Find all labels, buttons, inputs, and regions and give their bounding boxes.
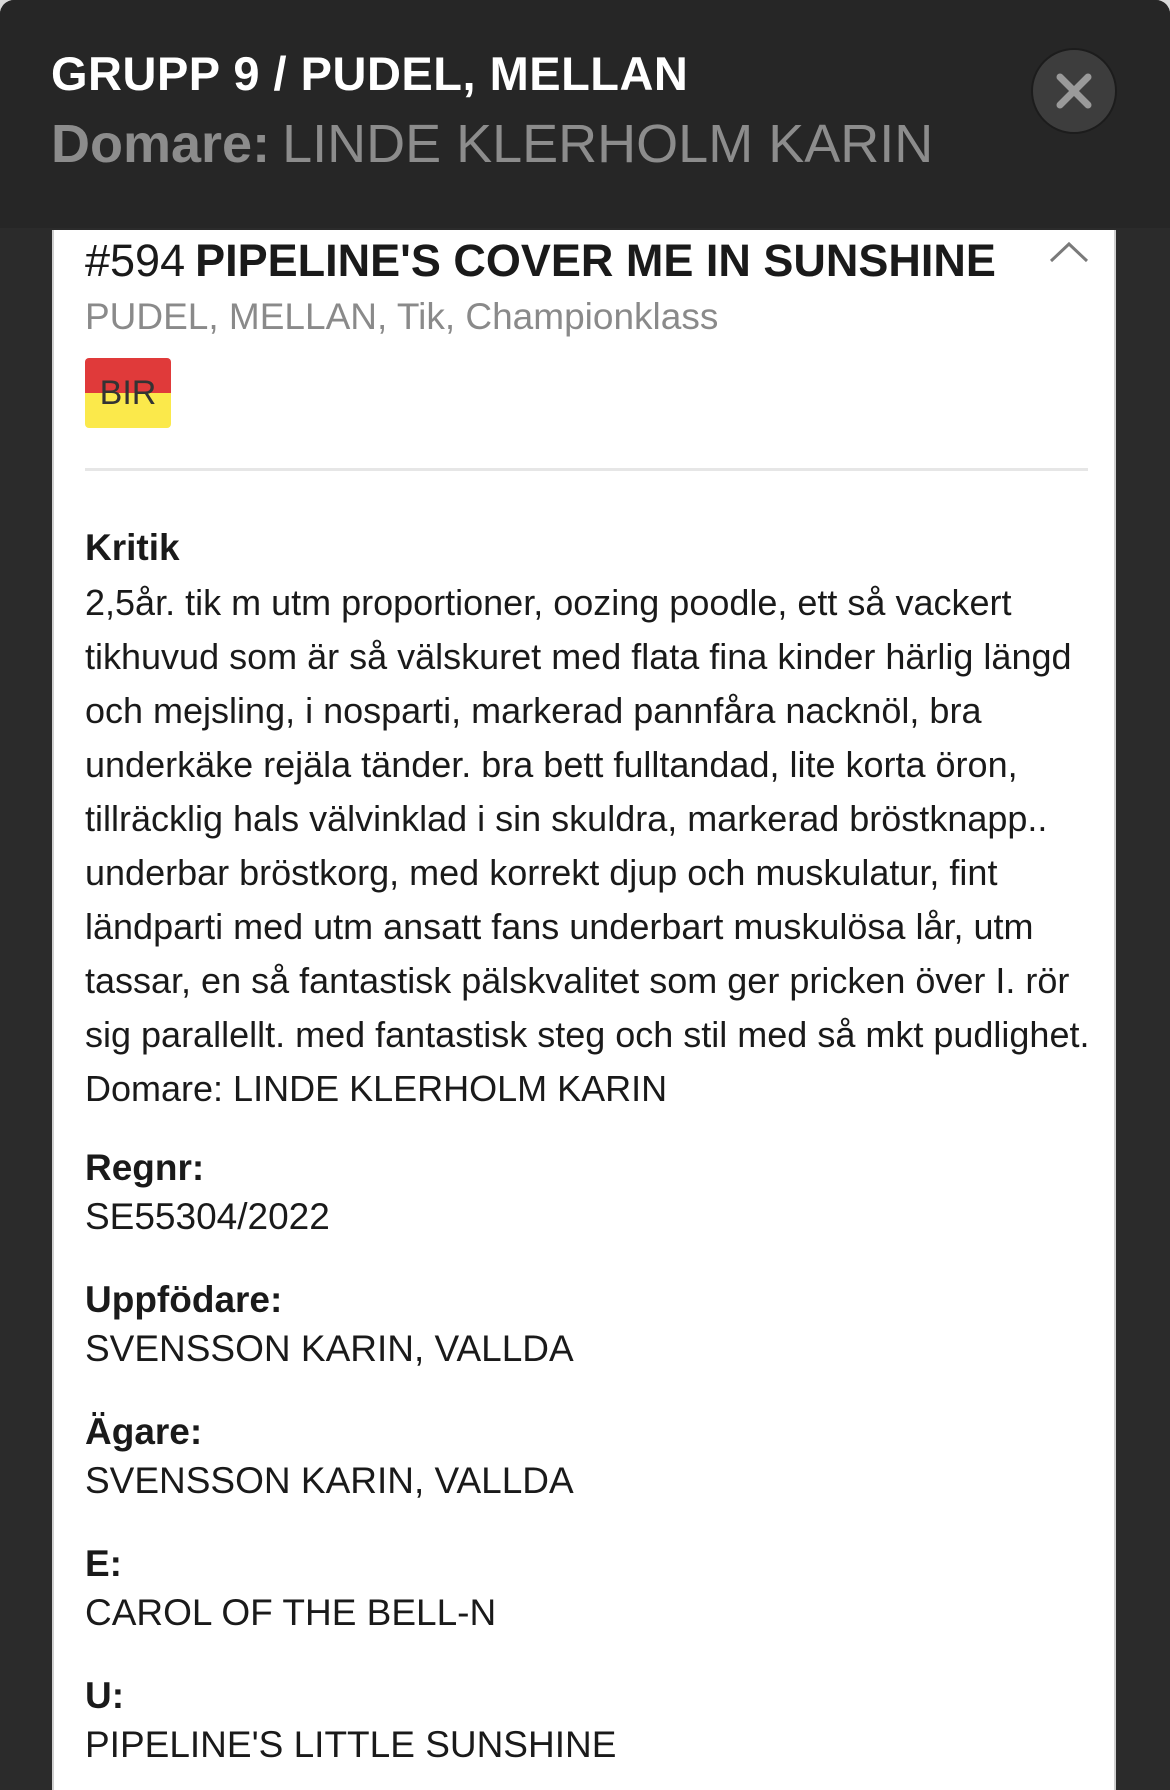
owner-label: Ägare: bbox=[85, 1411, 203, 1452]
group-title: GRUPP 9 / PUDEL, MELLAN bbox=[51, 47, 689, 100]
sire-label: E: bbox=[85, 1543, 122, 1584]
judge-name: LINDE KLERHOLM KARIN bbox=[282, 114, 934, 174]
dog-name: PIPELINE'S COVER ME IN SUNSHINE bbox=[195, 235, 996, 286]
critique-line: sig parallellt. med fantastisk steg och stil med så mkt pudlighet. bbox=[85, 1014, 1090, 1055]
award-label: BIR bbox=[99, 373, 157, 412]
dam-label: U: bbox=[85, 1675, 125, 1716]
divider bbox=[85, 468, 1088, 471]
modal-header bbox=[0, 0, 1170, 228]
critique-line: underkäke rejäla tänder. bra bett fulltandad, lite korta öron, bbox=[85, 744, 1018, 785]
catalog-number: #594 bbox=[85, 235, 186, 286]
critique-label: Kritik bbox=[85, 527, 180, 568]
sire-value: CAROL OF THE BELL-N bbox=[85, 1592, 497, 1633]
entry-card bbox=[52, 230, 1116, 1790]
critique-text bbox=[85, 576, 1095, 1116]
judge-label: Domare: bbox=[51, 114, 271, 174]
chevron-up-icon[interactable] bbox=[1047, 236, 1091, 266]
judge-line bbox=[51, 113, 933, 175]
dam-value: PIPELINE'S LITTLE SUNSHINE bbox=[85, 1724, 617, 1765]
dog-title[interactable] bbox=[85, 235, 1005, 287]
critique-line: ländparti med utm ansatt fans underbart muskulösa lår, utm bbox=[85, 906, 1034, 947]
award-badge-bir bbox=[85, 358, 171, 428]
critique-line: underbar bröstkorg, med korrekt djup och muskulatur, fint bbox=[85, 852, 998, 893]
owner-value: SVENSSON KARIN, VALLDA bbox=[85, 1460, 574, 1501]
close-icon bbox=[1055, 72, 1093, 110]
critique-line: tikhuvud som är så välskuret med flata fina kinder härlig längd bbox=[85, 636, 1072, 677]
regnr-value: SE55304/2022 bbox=[85, 1196, 330, 1237]
breeder-value: SVENSSON KARIN, VALLDA bbox=[85, 1328, 574, 1369]
breeder-label: Uppfödare: bbox=[85, 1279, 283, 1320]
regnr-label: Regnr: bbox=[85, 1147, 205, 1188]
critique-line: tassar, en så fantastisk pälskvalitet som ger pricken över I. rör bbox=[85, 960, 1070, 1001]
critique-line: Domare: LINDE KLERHOLM KARIN bbox=[85, 1068, 668, 1109]
close-button[interactable] bbox=[1031, 48, 1117, 134]
critique-line: 2,5år. tik m utm proportioner, oozing poodle, ett så vackert bbox=[85, 582, 1012, 623]
dog-subtitle: PUDEL, MELLAN, Tik, Championklass bbox=[85, 296, 719, 337]
critique-line: och mejsling, i nosparti, markerad pannfåra nacknöl, bra bbox=[85, 690, 982, 731]
critique-line: tillräcklig hals välvinklad i sin skuldra, markerad bröstknapp.. bbox=[85, 798, 1048, 839]
